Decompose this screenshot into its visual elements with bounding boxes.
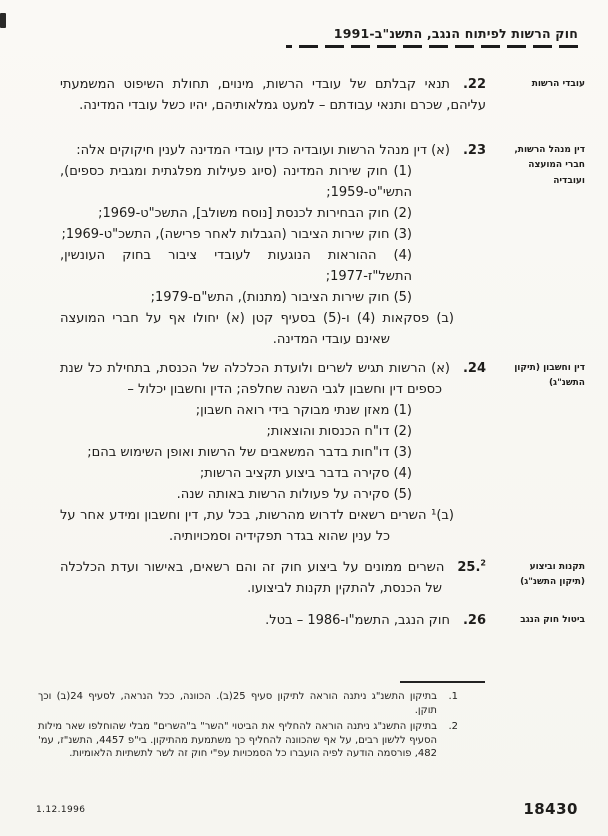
margin-note-22: עובדי הרשות [531, 79, 585, 89]
section-23 [60, 140, 585, 350]
clause-item: (3) חוק שירות הציבור (הגבלות לאחר פרישה), התשכ"ט-1969; [61, 227, 412, 242]
footnote-number: 1. [448, 691, 458, 702]
subsection-b: (ב)¹ השרים רשאים לדרוש מהרשות, בכל עת, דין וחשבון ומידע אחר על כל ענין שהוא בגדר תפקידיה וסמכויותיה. [60, 508, 454, 544]
section-text: השרים ממונים על ביצוע חוק זה והם רשאים, באישור ועדת הכלכלה של הכנסת, להתקין תקנות לביצועו. [60, 560, 445, 596]
section-number: 26. [462, 613, 486, 628]
footnote-number: 2. [448, 721, 458, 732]
print-date: 1.12.1996 [36, 805, 86, 815]
clause-item: (2) דו"ח הכנסות והוצאות; [266, 424, 412, 439]
margin-note-25: תקנות וביצוע (תיקון התשנ"ג) [520, 562, 585, 588]
section-text: חוק הנגב, התשמ"ו-1986 – בטל. [265, 613, 450, 628]
section-24-body [60, 358, 486, 547]
clause-item: (2) חוק הבחירות לכנסת [נוסח משולב], התשכ"ט-1969; [98, 206, 412, 221]
section-text: תנאי קבלתם של עובדי הרשות, מינוים, תחולת השיפוט המשמעתי עליהם, שכרם ותנאי עבודתם – למעט גמלאותיהם, יהיו כשל עובדי המדינה. [60, 77, 486, 113]
clause-item: (5) סקירה על פעולות הרשות באותה שנה. [176, 487, 412, 502]
section-number: 24. [462, 361, 486, 376]
law-body [60, 74, 585, 631]
subsection-a [60, 140, 486, 161]
clause-item: (4) סקירה בדבר ביצוע תקציב הרשות; [199, 466, 412, 481]
footnote-1 [38, 690, 458, 717]
section-25-body [60, 557, 486, 599]
subsection-text: (א) הרשות תגיש לשרים ולועדת הכלכלה של הכנסת, בתחילת כל שנת כספים דין וחשבון לגבי השנה שחלפה; הדין וחשבון יכלול – [60, 361, 450, 397]
document-header [278, 26, 578, 48]
section-number [457, 560, 486, 575]
section-paragraph [60, 610, 486, 631]
section-26-body [60, 610, 486, 631]
footnote-separator [400, 681, 485, 683]
margin-note-24: דין וחשבון (תיקון התשנ"ג) [514, 363, 585, 389]
section-paragraph [60, 74, 486, 116]
law-title: חוק הרשות לפיתוח הנגב, התשנ"ב-1991 [333, 26, 578, 41]
footnote-text: בתיקון התשנ"ג ניתנה הוראה לתיקון סעיף 25(ב). הכוונה, ככל הנראה, לסעיף 24(ב) וכך תוקן. [38, 691, 437, 716]
header-underline [286, 45, 578, 48]
section-23-body [60, 140, 486, 350]
footnotes [38, 690, 458, 764]
section-26 [60, 610, 585, 631]
clause-item: (5) חוק שירות הציבור (מתנות), התש"ם-1979; [150, 290, 412, 305]
section-paragraph [60, 557, 486, 599]
footnote-2 [38, 720, 458, 761]
page-number: 18430 [523, 800, 578, 818]
footnote-text: בתיקון התשנ"ג ניתנה הוראה להחליף את הביטוי "השר" ב"השרים" מבלי שהוחלפו שאר מילות הסעיף ללשון רבים, על אף שהכוונה להחליף כך משתמעת מהתיקון. בי"פ 4457, התשנ"ז, עמ' 482, פורסמה הודעה לפיה הועברו כל הסמכויות עפ"י חוק זה לשר לתשתיות הלאומיות. [38, 721, 437, 759]
margin-note-26: ביטול חוק הנגב [520, 615, 585, 625]
section-number: 22. [462, 77, 486, 92]
section-24 [60, 358, 585, 547]
section-number-text: 25. [457, 560, 481, 575]
clause-item: (1) חוק שירות המדינה (סיוג פעילות מפלגתית ומגבית כספים), התשי"ט-1959; [60, 164, 412, 200]
subsection-a [60, 358, 486, 400]
subsection-text: (א) דין מנהל הרשות ועובדיה כדין עובדי המדינה לענין חיקוקים אלה: [76, 143, 450, 158]
section-22 [60, 74, 585, 116]
subsection-b: (ב) פסקאות (4) ו-(5) בסעיף קטן (א) יחולו אף על חברי המועצה שאינם עובדי המדינה. [60, 311, 454, 347]
margin-note-23: דין מנהל הרשות, חברי המועצה ועובדיה [514, 145, 585, 186]
clause-item: (1) מאזן שנתי מבוקר בידי רואה חשבון; [195, 403, 412, 418]
scan-artifact [0, 13, 6, 28]
section-22-body [60, 74, 486, 116]
section-25 [60, 557, 585, 599]
clause-item: (3) דו"חות בדבר המשאבים של הרשות ואופן השימוש בהם; [87, 445, 412, 460]
clause-item: (4) ההוראות הנוגעות לעובדי ציבור בחוק העונשין, התשל"ז-1977; [60, 248, 412, 284]
footnote-marker: 2 [480, 558, 486, 568]
section-number: 23. [462, 143, 486, 158]
